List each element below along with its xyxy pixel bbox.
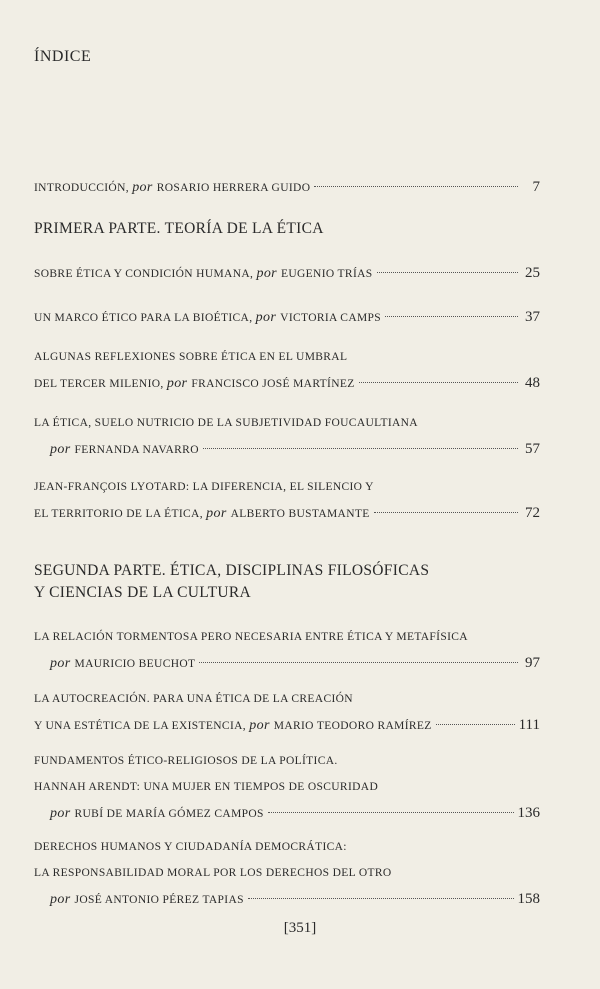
part-two-heading [34, 560, 429, 604]
part-one-heading: PRIMERA PARTE. TEORÍA DE LA ÉTICA [34, 220, 324, 237]
entry-author: EUGENIO TRÍAS [280, 268, 373, 280]
por-label: por [132, 180, 153, 195]
por-label: por [206, 506, 227, 521]
entry-title: LA AUTOCREACIÓN. PARA UNA ÉTICA DE LA CREACIÓN [34, 693, 353, 705]
entry-title: ALGUNAS REFLEXIONES SOBRE ÉTICA EN EL UMBRAL [34, 351, 348, 363]
page-number: 136 [517, 805, 540, 821]
por-label: por [255, 310, 277, 325]
por-label: por [166, 376, 188, 391]
entry-author: FRANCISCO JOSÉ MARTÍNEZ [191, 378, 355, 390]
leader-dots [436, 724, 515, 725]
entry-title-line2: EL TERRITORIO DE LA ÉTICA, [34, 508, 203, 520]
entry-title: DERECHOS HUMANOS Y CIUDADANÍA DEMOCRÁTICA: [34, 841, 347, 853]
part-two-heading-line1: SEGUNDA PARTE. ÉTICA, DISCIPLINAS FILOSÓFICAS [34, 562, 430, 579]
leader-dots [314, 186, 518, 187]
entry-title-line2: DEL TERCER MILENIO, [34, 378, 164, 390]
toc-entry [34, 686, 540, 739]
leader-dots [377, 272, 518, 273]
page-number: 37 [525, 309, 540, 325]
por-label: por [256, 266, 277, 281]
entry-author: JOSÉ ANTONIO PÉREZ TAPIAS [74, 894, 244, 906]
leader-dots [248, 898, 514, 899]
por-label: por [249, 718, 270, 733]
entry-title: FUNDAMENTOS ÉTICO-RELIGIOSOS DE LA POLÍTICA. [34, 755, 338, 767]
leader-dots [385, 316, 518, 317]
entry-title: SOBRE ÉTICA Y CONDICIÓN HUMANA, [34, 268, 254, 280]
por-label: por [50, 442, 71, 457]
toc-entry [34, 410, 540, 463]
entry-author: MARIO TEODORO RAMÍREZ [273, 720, 432, 732]
entry-title: LA RELACIÓN TORMENTOSA PERO NECESARIA ENTRE ÉTICA Y METAFÍSICA [34, 631, 468, 643]
page-number: 57 [525, 441, 540, 457]
entry-title-line2: LA RESPONSABILIDAD MORAL POR LOS DERECHOS DEL OTRO [34, 867, 392, 879]
toc-entry [34, 474, 540, 527]
entry-title: JEAN-FRANÇOIS LYOTARD: LA DIFERENCIA, EL SILENCIO Y [34, 481, 374, 493]
page-number: 48 [525, 375, 540, 391]
entry-title: INTRODUCCIÓN, [34, 182, 129, 194]
por-label: por [50, 806, 71, 821]
page-title: ÍNDICE [34, 48, 92, 65]
toc-entry [34, 344, 540, 397]
toc-entry [34, 624, 540, 677]
entry-author: FERNANDA NAVARRO [74, 444, 199, 456]
entry-author: ALBERTO BUSTAMANTE [230, 508, 370, 520]
entry-author: MAURICIO BEUCHOT [74, 658, 196, 670]
leader-dots [374, 512, 518, 513]
por-label: por [50, 892, 71, 907]
por-label: por [50, 656, 71, 671]
leader-dots [203, 448, 518, 449]
toc-entry-intro [34, 174, 540, 201]
entry-title: UN MARCO ÉTICO PARA LA BIOÉTICA, [34, 312, 253, 324]
toc-entry [34, 748, 540, 827]
page-number: 97 [525, 655, 540, 671]
page-number: 111 [518, 717, 540, 733]
leader-dots [359, 382, 518, 383]
entry-title-line2: Y UNA ESTÉTICA DE LA EXISTENCIA, [34, 720, 247, 732]
entry-title: LA ÉTICA, SUELO NUTRICIO DE LA SUBJETIVIDAD FOUCAULTIANA [34, 417, 418, 429]
toc-entry [34, 260, 540, 287]
page-number: 25 [525, 265, 540, 281]
toc-entry [34, 304, 540, 331]
leader-dots [268, 812, 514, 813]
leader-dots [199, 662, 518, 663]
page-number: 158 [517, 891, 540, 907]
page-number: 7 [532, 179, 540, 195]
toc-entry [34, 834, 540, 913]
folio-page-number: [351] [283, 920, 317, 936]
entry-title-line2: HANNAH ARENDT: UNA MUJER EN TIEMPOS DE OSCURIDAD [34, 781, 379, 793]
page-number: 72 [525, 505, 540, 521]
part-two-heading-line2: Y CIENCIAS DE LA CULTURA [34, 584, 252, 601]
entry-author: ROSARIO HERRERA GUIDO [156, 182, 311, 194]
entry-author: VICTORIA CAMPS [280, 312, 382, 324]
entry-author: RUBÍ DE MARÍA GÓMEZ CAMPOS [74, 808, 264, 820]
